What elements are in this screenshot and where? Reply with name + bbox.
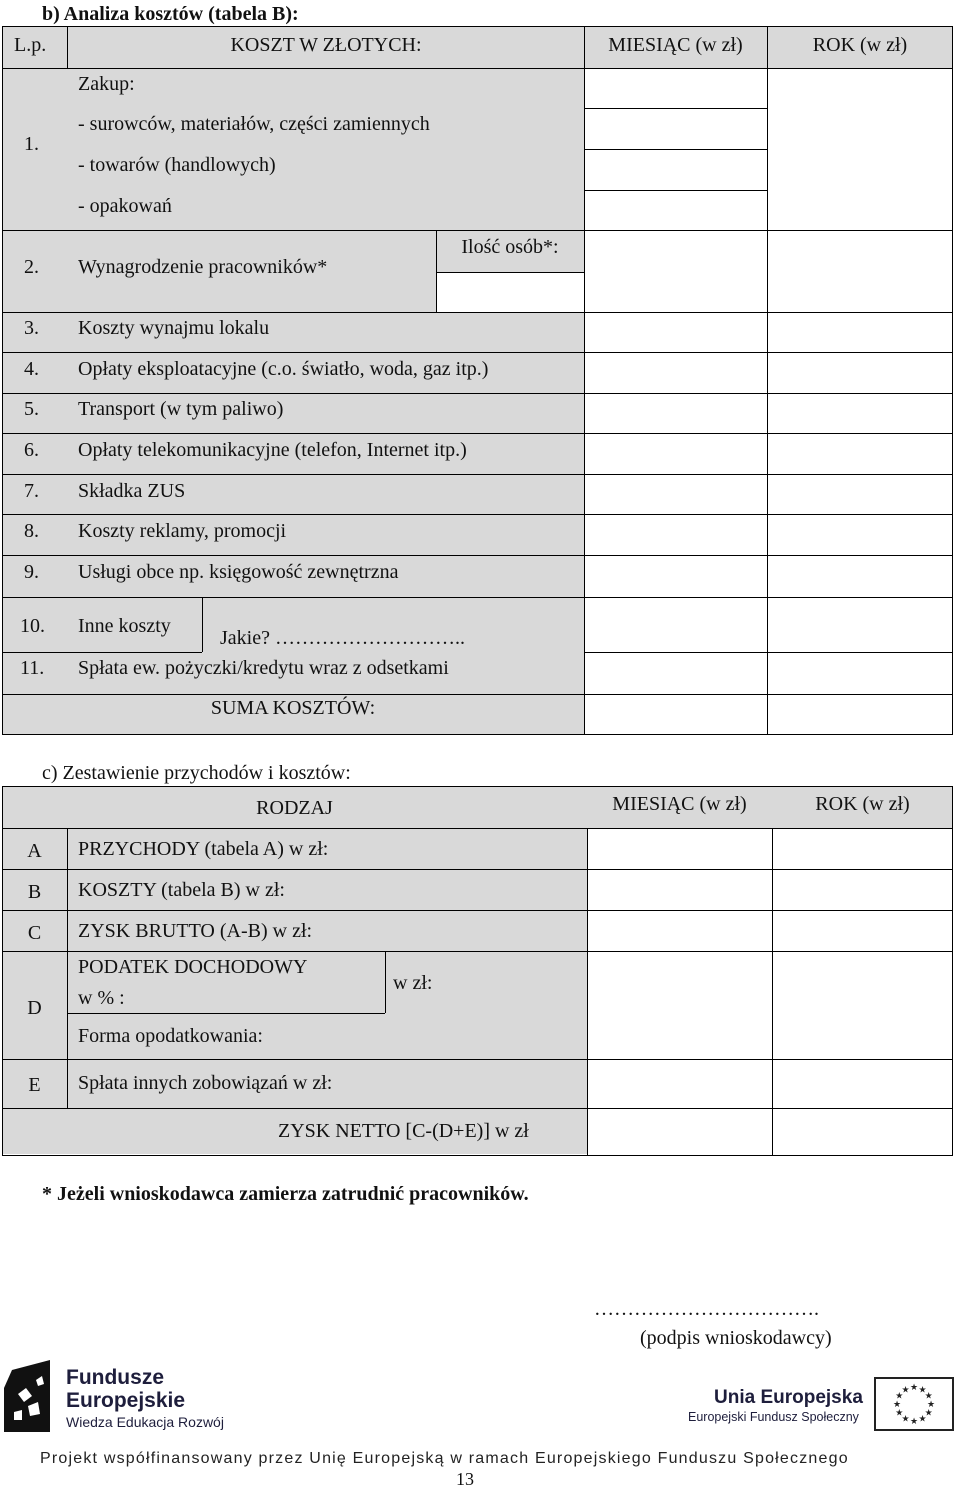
persons-label: Ilość osób*: bbox=[461, 236, 559, 258]
row-num: 3. bbox=[24, 317, 39, 339]
eu-star-icon: ★ bbox=[918, 1384, 927, 1395]
row-sublabel: w % : bbox=[78, 987, 125, 1009]
row-num: 10. bbox=[20, 615, 45, 637]
row-label: Koszty reklamy, promocji bbox=[78, 520, 287, 542]
header-month: MIESIĄC (w zł) bbox=[608, 34, 743, 56]
eu-star-icon: ★ bbox=[924, 1407, 933, 1418]
fe-logo-line3: Wiedza Edukacja Rozwój bbox=[66, 1414, 224, 1430]
eu-flag-icon bbox=[874, 1377, 954, 1431]
header-year: ROK (w zł) bbox=[812, 34, 908, 56]
net-profit-label: ZYSK NETTO [C-(D+E)] w zł bbox=[278, 1120, 529, 1142]
row-num: 11. bbox=[20, 657, 45, 679]
row-sublabel: - surowców, materiałów, części zamiennych bbox=[78, 113, 430, 135]
row-label: Inne koszty bbox=[78, 615, 171, 637]
header-kind: RODZAJ bbox=[256, 797, 333, 819]
footnote: * Jeżeli wnioskodawca zamierza zatrudnić pracowników. bbox=[42, 1183, 529, 1205]
tax-pln-label: w zł: bbox=[393, 972, 433, 994]
row-label: PODATEK DOCHODOWY bbox=[78, 956, 308, 978]
row-label: KOSZTY (tabela B) w zł: bbox=[78, 879, 285, 901]
eu-star-icon: ★ bbox=[909, 1416, 919, 1426]
row-num: 2. bbox=[24, 256, 39, 278]
row-sublabel: - opakowań bbox=[78, 195, 172, 217]
tax-form-label: Forma opodatkowania: bbox=[78, 1025, 263, 1047]
header-year: ROK (w zł) bbox=[815, 793, 910, 815]
fundusze-europejskie-logo-icon bbox=[4, 1358, 60, 1434]
eu-star-icon: ★ bbox=[901, 1384, 910, 1395]
header-cost: KOSZT W ZŁOTYCH: bbox=[230, 34, 422, 56]
row-num: 9. bbox=[24, 561, 39, 583]
row-sublabel: - towarów (handlowych) bbox=[78, 154, 276, 176]
signature-caption: (podpis wnioskodawcy) bbox=[640, 1327, 832, 1349]
eu-star-icon: ★ bbox=[909, 1382, 919, 1392]
eu-star-icon: ★ bbox=[892, 1399, 902, 1409]
row-label: Opłaty telekomunikacyjne (telefon, Internet itp.) bbox=[78, 439, 467, 461]
fe-logo-line2: Europejskie bbox=[66, 1389, 186, 1412]
eu-logo-line1: Unia Europejska bbox=[714, 1387, 863, 1408]
eu-star-icon: ★ bbox=[901, 1413, 910, 1424]
row-num: 8. bbox=[24, 520, 39, 542]
row-num: 6. bbox=[24, 439, 39, 461]
row-label: PRZYCHODY (tabela A) w zł: bbox=[78, 838, 329, 860]
section-c-title: c) Zestawienie przychodów i kosztów: bbox=[42, 762, 351, 784]
other-costs-field[interactable]: Jakie? ……………………….. bbox=[220, 627, 465, 649]
row-label: ZYSK BRUTTO (A-B) w zł: bbox=[78, 920, 313, 942]
eu-star-icon: ★ bbox=[924, 1390, 933, 1401]
eu-star-icon: ★ bbox=[926, 1399, 936, 1409]
row-letter: A bbox=[27, 840, 42, 862]
eu-logo-line2: Europejski Fundusz Społeczny bbox=[688, 1410, 859, 1424]
row-label: Koszty wynajmu lokalu bbox=[78, 317, 270, 339]
section-b-title: b) Analiza kosztów (tabela B): bbox=[42, 3, 299, 25]
row-num: 5. bbox=[24, 398, 39, 420]
row-letter: C bbox=[27, 922, 42, 944]
row-label: Wynagrodzenie pracowników* bbox=[78, 256, 328, 278]
fe-logo-line1: Fundusze bbox=[66, 1366, 164, 1389]
page-number: 13 bbox=[456, 1469, 474, 1489]
row-num: 7. bbox=[24, 480, 39, 502]
row-label: Spłata innych zobowiązań w zł: bbox=[78, 1072, 333, 1094]
row-label: Opłaty eksploatacyjne (c.o. światło, woda, gaz itp.) bbox=[78, 358, 489, 380]
row-letter: D bbox=[27, 997, 42, 1019]
eu-star-icon: ★ bbox=[895, 1407, 904, 1418]
row-label: Zakup: bbox=[78, 73, 135, 95]
row-label: Transport (w tym paliwo) bbox=[78, 398, 284, 420]
eu-star-icon: ★ bbox=[918, 1413, 927, 1424]
row-num: 1. bbox=[24, 133, 39, 155]
sum-label: SUMA KOSZTÓW: bbox=[210, 697, 376, 719]
header-month: MIESIĄC (w zł) bbox=[612, 793, 747, 815]
row-label: Składka ZUS bbox=[78, 480, 186, 502]
row-label: Usługi obce np. księgowość zewnętrzna bbox=[78, 561, 399, 583]
row-label: Spłata ew. pożyczki/kredytu wraz z odsetkami bbox=[78, 657, 449, 679]
row-letter: B bbox=[27, 881, 42, 903]
signature-line: ……………………………. bbox=[594, 1298, 819, 1320]
footer-text: Projekt współfinansowany przez Unię Europejską w ramach Europejskiego Funduszu Społecznego bbox=[40, 1450, 849, 1467]
row-num: 4. bbox=[24, 358, 39, 380]
eu-star-icon: ★ bbox=[895, 1390, 904, 1401]
row-letter: E bbox=[28, 1074, 41, 1096]
header-lp: L.p. bbox=[14, 34, 47, 56]
